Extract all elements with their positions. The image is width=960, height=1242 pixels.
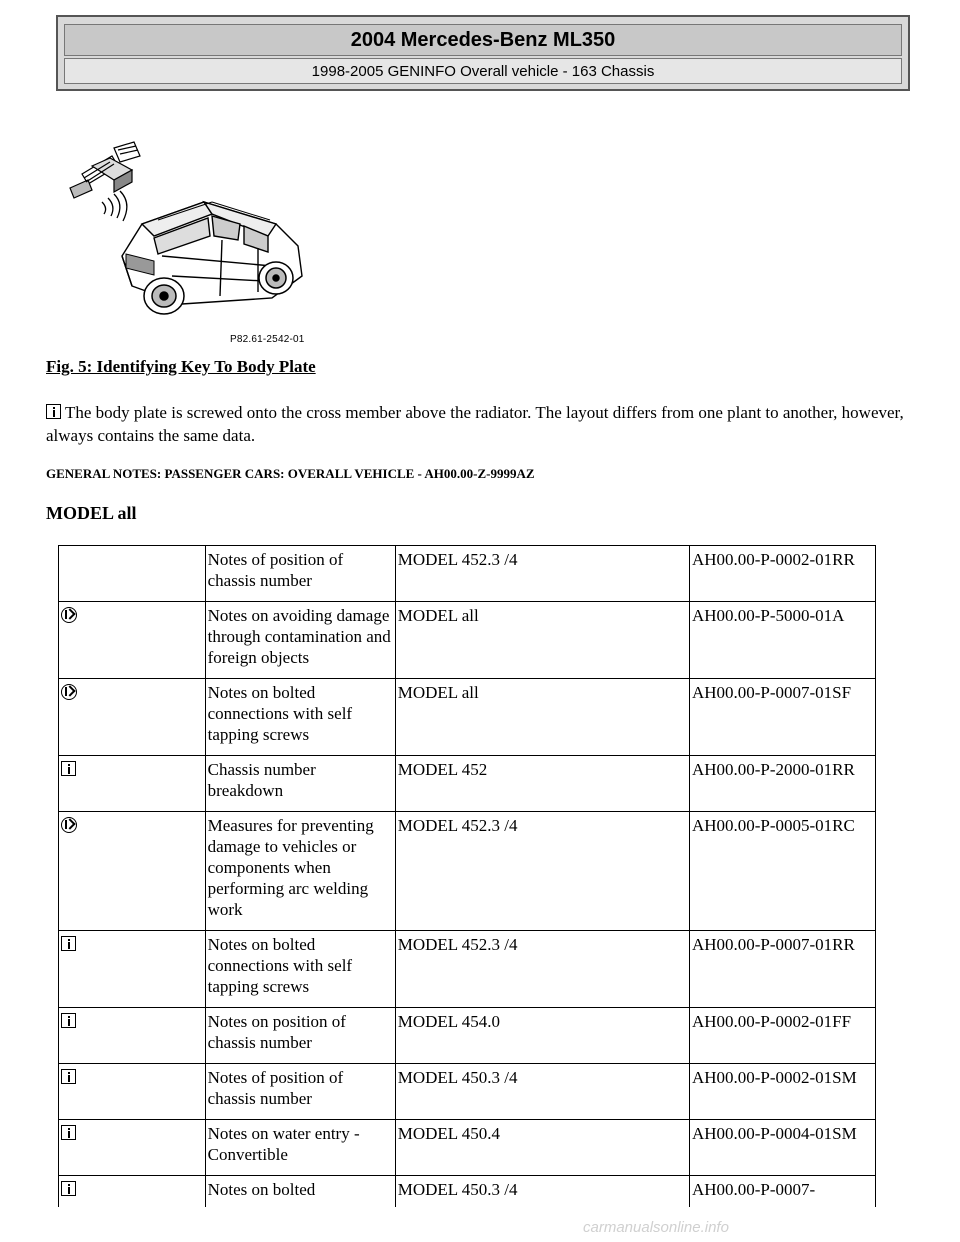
row-title: Notes of position of chassis number [205,546,395,602]
section-heading: GENERAL NOTES: PASSENGER CARS: OVERALL VEHICLE - AH00.00-Z-9999AZ [46,466,535,481]
body-plate-figure [62,136,332,346]
general-notes-table [58,545,876,1207]
row-title: Notes on avoiding damage through contamination and foreign objects [205,602,395,679]
info-icon [61,761,76,776]
row-ref[interactable]: AH00.00-P-5000-01A [689,602,875,679]
row-ref[interactable]: AH00.00-P-0002-01FF [689,1008,875,1064]
table-row [59,1064,876,1120]
table-row [59,602,876,679]
row-model: MODEL 452.3 /4 [395,931,689,1008]
table-row [59,812,876,931]
row-model: MODEL all [395,602,689,679]
footer-watermark: carmanualsonline.info [583,1219,729,1236]
row-title: Chassis number breakdown [205,756,395,812]
document-title: 2004 Mercedes-Benz ML350 [64,24,902,56]
info-icon [46,404,61,419]
row-ref[interactable]: AH00.00-P-0002-01SM [689,1064,875,1120]
info-icon [61,1181,76,1196]
note-text: The body plate is screwed onto the cross member above the radiator. The layout differs from one plant to another, however, always contains the same data. [46,403,904,445]
row-model: MODEL 450.4 [395,1120,689,1176]
figure-code: P82.61-2542-01 [230,334,305,345]
row-model: MODEL all [395,679,689,756]
row-icon-cell [59,1176,206,1208]
row-model: MODEL 452 [395,756,689,812]
row-ref[interactable]: AH00.00-P-0007- [689,1176,875,1208]
row-title: Notes on water entry - Convertible [205,1120,395,1176]
document-subtitle: 1998-2005 GENINFO Overall vehicle - 163 Chassis [64,58,902,84]
row-ref[interactable]: AH00.00-P-0007-01RR [689,931,875,1008]
warning-icon [61,607,77,623]
row-ref[interactable]: AH00.00-P-0007-01SF [689,679,875,756]
table-row [59,546,876,602]
row-icon-cell [59,602,206,679]
info-icon [61,936,76,951]
row-title: Notes on bolted connections with self tapping screws [205,931,395,1008]
warning-icon [61,684,77,700]
table-row [59,1176,876,1208]
row-icon-cell [59,812,206,931]
document-header [56,15,910,91]
row-title: Notes on bolted connections with self tapping screws [205,679,395,756]
row-ref[interactable]: AH00.00-P-0005-01RC [689,812,875,931]
row-model: MODEL 452.3 /4 [395,812,689,931]
row-model: MODEL 450.3 /4 [395,1176,689,1208]
info-icon [61,1125,76,1140]
model-heading: MODEL all [46,503,137,523]
row-icon-cell [59,931,206,1008]
row-title: Notes of position of chassis number [205,1064,395,1120]
info-icon [61,1069,76,1084]
row-icon-cell [59,1120,206,1176]
row-model: MODEL 454.0 [395,1008,689,1064]
row-icon-cell [59,1008,206,1064]
row-ref[interactable]: AH00.00-P-0004-01SM [689,1120,875,1176]
warning-icon [61,817,77,833]
table-row [59,756,876,812]
table-row [59,1008,876,1064]
row-icon-cell [59,756,206,812]
row-title: Measures for preventing damage to vehicles or components when performing arc welding work [205,812,395,931]
vehicle-illustration [62,136,332,346]
row-icon-cell [59,1064,206,1120]
info-icon [61,1013,76,1028]
table-row [59,679,876,756]
row-ref[interactable]: AH00.00-P-2000-01RR [689,756,875,812]
table-row [59,1120,876,1176]
row-title: Notes on position of chassis number [205,1008,395,1064]
row-icon-cell [59,546,206,602]
table-row [59,931,876,1008]
row-model: MODEL 452.3 /4 [395,546,689,602]
row-ref[interactable]: AH00.00-P-0002-01RR [689,546,875,602]
figure-caption[interactable]: Fig. 5: Identifying Key To Body Plate [46,357,316,376]
row-title: Notes on bolted [205,1176,395,1208]
row-icon-cell [59,679,206,756]
row-model: MODEL 450.3 /4 [395,1064,689,1120]
body-plate-note [46,401,916,447]
